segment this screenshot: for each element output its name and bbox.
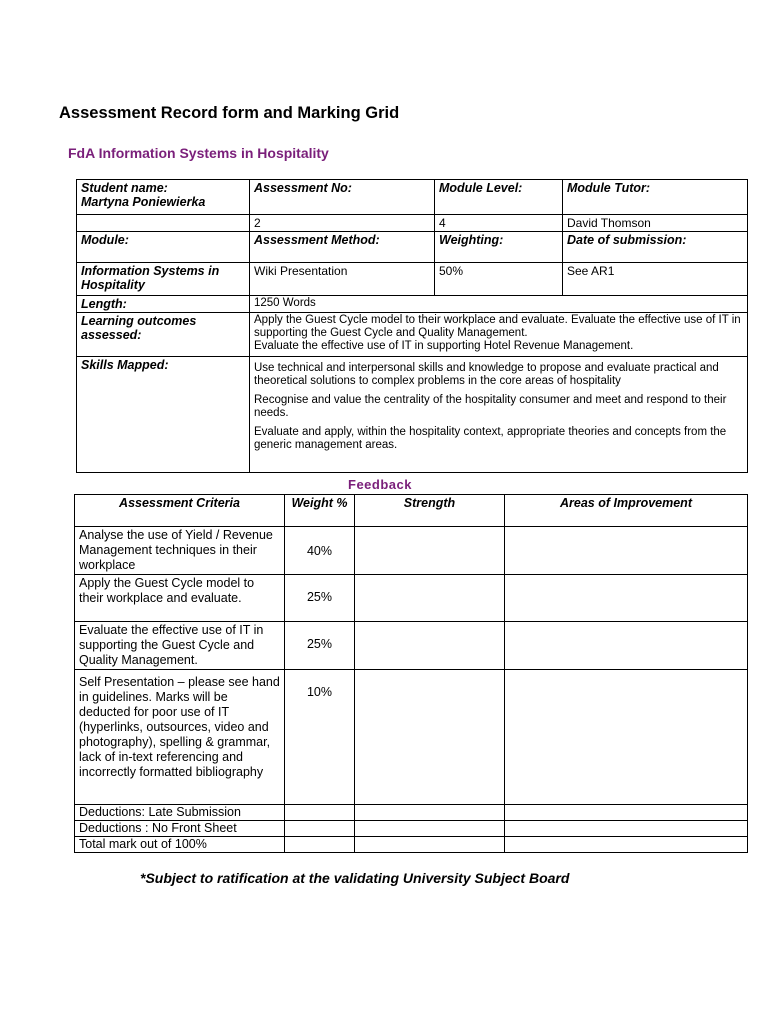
- strength-cell: [355, 622, 505, 670]
- learning-outcome-line: Evaluate the effective use of IT in supporting Hotel Revenue Management.: [254, 340, 634, 352]
- empty-cell: [505, 805, 748, 821]
- course-title: FdA Information Systems in Hospitality: [68, 145, 329, 161]
- date-of-submission-label: Date of submission:: [563, 232, 748, 263]
- improvement-cell: [505, 622, 748, 670]
- assessment-method-value: Wiki Presentation: [250, 263, 435, 296]
- criterion-text: Apply the Guest Cycle model to their workplace and evaluate.: [75, 575, 285, 622]
- strength-cell: [355, 670, 505, 805]
- module-level-value: 4: [435, 215, 563, 232]
- empty-cell: [285, 821, 355, 837]
- skills-mapped-label: Skills Mapped:: [77, 357, 250, 473]
- ratification-footnote: *Subject to ratification at the validating University Subject Board: [140, 870, 570, 886]
- module-tutor-label: Module Tutor:: [563, 180, 748, 215]
- table-row: [75, 805, 748, 821]
- table-row: [75, 837, 748, 853]
- empty-cell: [505, 837, 748, 853]
- weighting-label: Weighting:: [435, 232, 563, 263]
- marking-grid-table: [74, 494, 748, 853]
- module-level-label: Module Level:: [435, 180, 563, 215]
- empty-cell: [505, 821, 748, 837]
- criterion-text: Analyse the use of Yield / Revenue Management techniques in their workplace: [75, 527, 285, 575]
- empty-cell: [285, 805, 355, 821]
- total-mark-label: Total mark out of 100%: [75, 837, 285, 853]
- page-title: Assessment Record form and Marking Grid: [59, 104, 400, 122]
- criterion-text: Evaluate the effective use of IT in supporting the Guest Cycle and Quality Management.: [75, 622, 285, 670]
- improvement-cell: [505, 527, 748, 575]
- student-name-label: Student name:: [81, 181, 168, 195]
- header-assessment-criteria: Assessment Criteria: [75, 495, 285, 527]
- header-strength: Strength: [355, 495, 505, 527]
- assessment-no-value: 2: [250, 215, 435, 232]
- module-value: Information Systems in Hospitality: [77, 263, 250, 296]
- criterion-weight: 25%: [285, 622, 355, 670]
- skill-item: Evaluate and apply, within the hospitality context, appropriate theories and concepts from the generic management areas.: [254, 426, 727, 451]
- table-row: [75, 670, 748, 805]
- criterion-weight: 10%: [285, 670, 355, 805]
- date-of-submission-value: See AR1: [563, 263, 748, 296]
- skills-mapped-value: [250, 357, 748, 473]
- criterion-weight: 40%: [285, 527, 355, 575]
- learning-outcomes-label: Learning outcomes assessed:: [77, 313, 250, 357]
- feedback-label: Feedback: [348, 477, 412, 492]
- improvement-cell: [505, 670, 748, 805]
- criterion-text: Self Presentation – please see hand in guidelines. Marks will be deducted for poor use of IT (hyperlinks, outsources, video and photography), spelling & grammar, lack of in-text referencing and incorrectly formatted bibliography: [75, 670, 285, 805]
- module-label: Module:: [77, 232, 250, 263]
- assessment-info-table: [76, 179, 748, 473]
- deductions-late-label: Deductions: Late Submission: [75, 805, 285, 821]
- learning-outcome-line: Apply the Guest Cycle model to their workplace and evaluate. Evaluate the effective use of IT in supporting the Guest Cycle and Quality Management.: [254, 314, 741, 339]
- header-weight: Weight %: [285, 495, 355, 527]
- strength-cell: [355, 527, 505, 575]
- criterion-weight: 25%: [285, 575, 355, 622]
- student-name-value: Martyna Poniewierka: [81, 195, 206, 209]
- improvement-cell: [505, 575, 748, 622]
- learning-outcomes-value: [250, 313, 748, 357]
- empty-cell: [355, 821, 505, 837]
- strength-cell: [355, 575, 505, 622]
- table-row: [75, 622, 748, 670]
- student-name-cell: [77, 180, 250, 215]
- assessment-method-label: Assessment Method:: [250, 232, 435, 263]
- table-row: [75, 527, 748, 575]
- header-areas-of-improvement: Areas of Improvement: [505, 495, 748, 527]
- assessment-no-label: Assessment No:: [250, 180, 435, 215]
- table-row: [75, 575, 748, 622]
- empty-cell: [355, 805, 505, 821]
- weighting-value: 50%: [435, 263, 563, 296]
- empty-cell: [355, 837, 505, 853]
- length-value: 1250 Words: [250, 296, 748, 313]
- module-tutor-value: David Thomson: [563, 215, 748, 232]
- empty-cell: [77, 215, 250, 232]
- deductions-front-sheet-label: Deductions : No Front Sheet: [75, 821, 285, 837]
- skill-item: Recognise and value the centrality of the hospitality consumer and meet and respond to their needs.: [254, 394, 727, 419]
- empty-cell: [285, 837, 355, 853]
- length-label: Length:: [77, 296, 250, 313]
- table-row: [75, 821, 748, 837]
- skill-item: Use technical and interpersonal skills and knowledge to propose and evaluate practical and theoretical solutions to complex problems in the core areas of hospitality: [254, 362, 719, 387]
